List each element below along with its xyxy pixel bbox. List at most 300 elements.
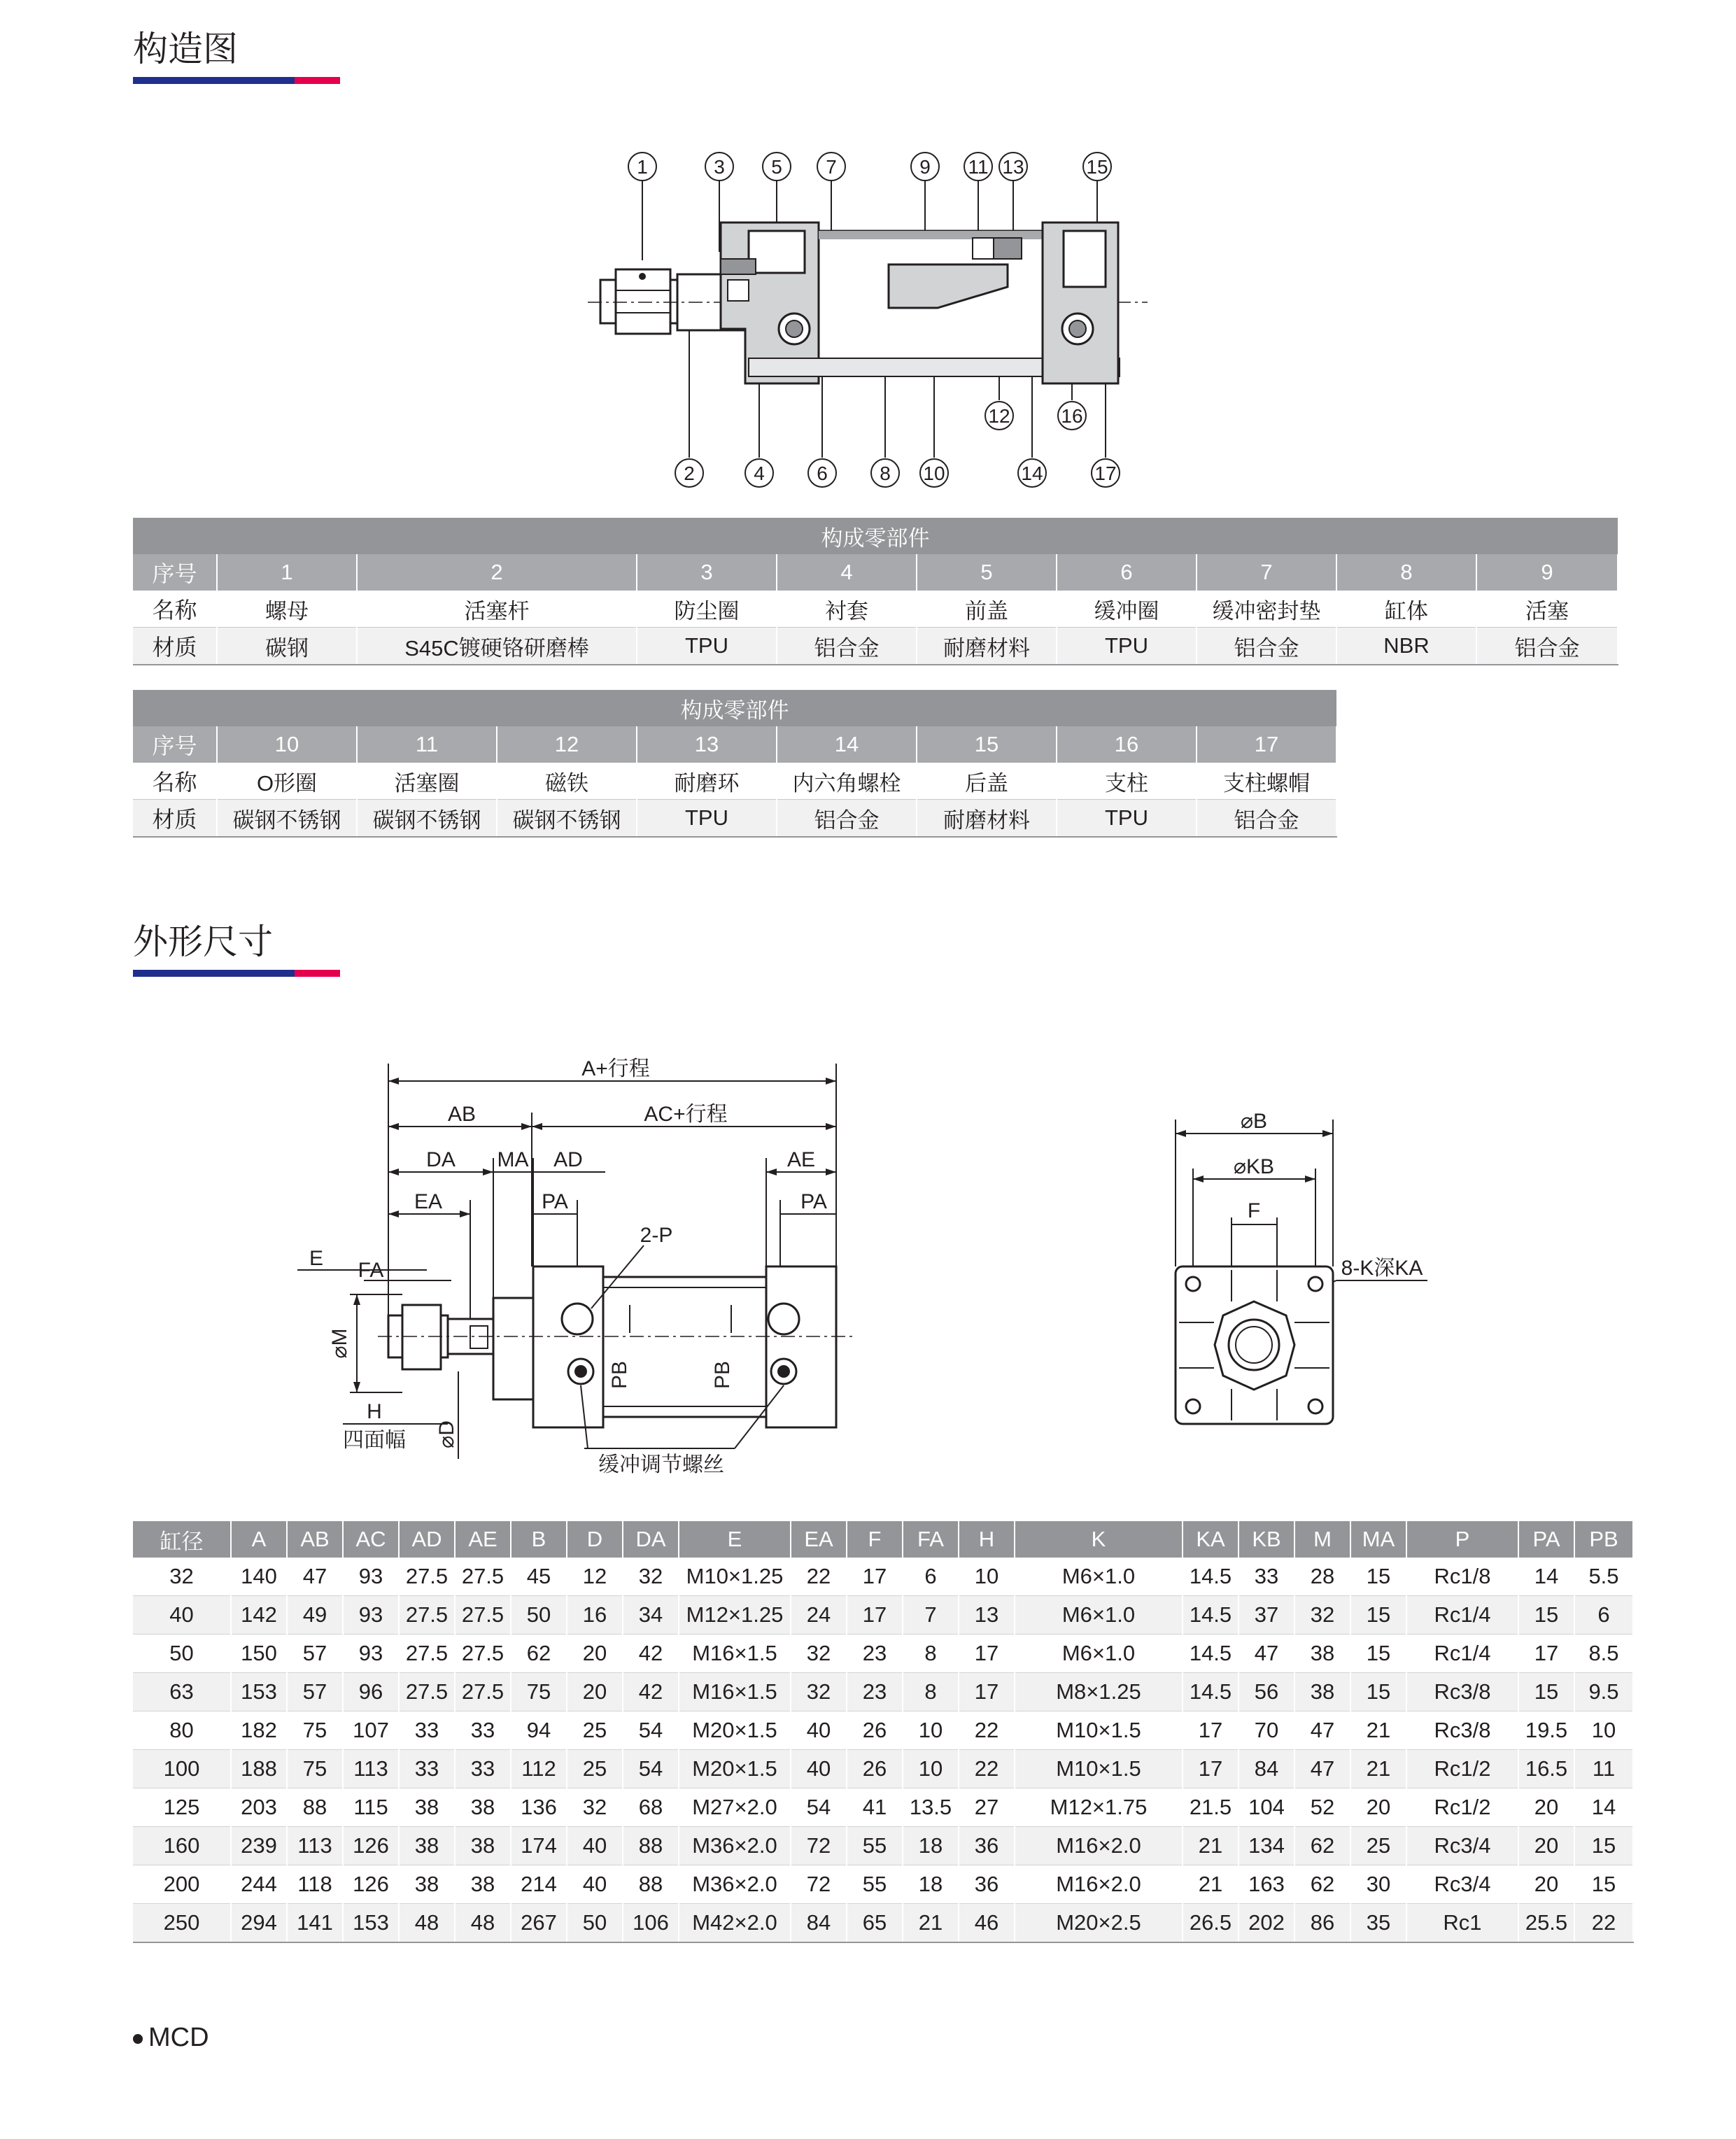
table-cell: 203 [231,1788,287,1827]
table-cell: 126 [343,1865,399,1904]
part-name: 支柱螺帽 [1197,763,1336,800]
part-name: 磁铁 [497,763,637,800]
table-cell: 27.5 [455,1596,511,1635]
part-number: 8 [1336,554,1476,591]
label-ma: MA [497,1148,529,1171]
table-cell: 9.5 [1574,1673,1633,1711]
table-cell: 8 [903,1635,959,1673]
table-cell: 32 [1294,1596,1350,1635]
table-cell: 21 [903,1904,959,1943]
callout-4: 4 [754,463,765,484]
table-cell: 62 [1294,1865,1350,1904]
table-cell: 15 [1350,1635,1406,1673]
part-number: 10 [217,726,357,763]
column-header: M [1294,1521,1350,1558]
table-cell: 27.5 [455,1673,511,1711]
part-name: 活塞 [1476,591,1618,628]
table-cell: 27.5 [399,1596,455,1635]
table-cell: 86 [1294,1904,1350,1943]
table-cell: 12 [567,1558,623,1596]
table-cell: 54 [623,1750,679,1788]
parts-table-1-title: 构成零部件 [133,518,1618,554]
part-name: 衬套 [777,591,917,628]
part-number: 6 [1057,554,1197,591]
table-cell: 72 [791,1827,847,1865]
table-cell: 40 [791,1711,847,1750]
column-header: AC [343,1521,399,1558]
table-cell: 75 [287,1711,343,1750]
table-cell: 38 [1294,1673,1350,1711]
table-cell: 10 [903,1711,959,1750]
callout-6: 6 [817,463,828,484]
dimensions-title-underline [133,970,340,977]
label-f: F [1247,1199,1261,1222]
table-cell: 163 [1239,1865,1294,1904]
column-header: 缸径 [133,1521,231,1558]
table-cell: 41 [847,1788,903,1827]
part-material: 碳钢不锈钢 [217,800,357,838]
table-cell: 21 [1183,1865,1239,1904]
table-cell: 5.5 [1574,1558,1633,1596]
table-cell: 38 [455,1827,511,1865]
table-cell: 21.5 [1183,1788,1239,1827]
table-cell: 57 [287,1635,343,1673]
table-cell: 40 [133,1596,231,1635]
table-cell: 24 [791,1596,847,1635]
table-cell: 21 [1350,1711,1406,1750]
table-cell: 6 [1574,1596,1633,1635]
part-number: 12 [497,726,637,763]
column-header: KA [1183,1521,1239,1558]
parts-table-1 [133,518,1618,665]
column-header: DA [623,1521,679,1558]
table-cell: 13.5 [903,1788,959,1827]
parts-table-2 [133,690,1337,838]
table-cell: Rc1 [1406,1904,1518,1943]
table-cell: 134 [1239,1827,1294,1865]
part-name: 缸体 [1336,591,1476,628]
table-row [133,1865,1633,1904]
table-cell: 20 [567,1635,623,1673]
table-cell: M20×2.5 [1015,1904,1183,1943]
label-da: DA [426,1148,456,1171]
column-header: PA [1518,1521,1574,1558]
table-cell: 118 [287,1865,343,1904]
callout-10: 10 [923,463,945,484]
table-cell: 32 [567,1788,623,1827]
table-cell: 52 [1294,1788,1350,1827]
table-cell: 26.5 [1183,1904,1239,1943]
table-cell: 42 [623,1635,679,1673]
table-cell: 17 [1518,1635,1574,1673]
table-cell: 113 [343,1750,399,1788]
table-cell: 55 [847,1827,903,1865]
table-cell: 6 [903,1558,959,1596]
table-cell: 37 [1239,1596,1294,1635]
dimensions-section-title: 外形尺寸 [133,922,273,961]
table-cell: 11 [1574,1750,1633,1788]
table-cell: Rc1/2 [1406,1788,1518,1827]
table-cell: 27.5 [399,1673,455,1711]
dimension-table [133,1521,1634,1943]
table-cell: M20×1.5 [679,1750,791,1788]
table-cell: M12×1.25 [679,1596,791,1635]
table-cell: 15 [1518,1673,1574,1711]
column-header: PB [1574,1521,1633,1558]
table-cell: 55 [847,1865,903,1904]
table-cell: 20 [1518,1827,1574,1865]
side-view-dimension-drawing [280,1036,882,1483]
column-header: P [1406,1521,1518,1558]
table-cell: 14 [1518,1558,1574,1596]
table-cell: Rc3/8 [1406,1673,1518,1711]
table-cell: 27.5 [455,1635,511,1673]
table-cell: 244 [231,1865,287,1904]
row-label-name: 名称 [133,591,217,628]
part-name: 内六角螺栓 [777,763,917,800]
callout-8: 8 [880,463,891,484]
table-cell: M36×2.0 [679,1865,791,1904]
table-row [133,1596,1633,1635]
part-material: 碳钢 [217,628,357,665]
table-cell: 38 [455,1865,511,1904]
table-cell: 142 [231,1596,287,1635]
table-cell: M16×1.5 [679,1635,791,1673]
callout-16: 16 [1061,405,1083,427]
table-cell: 214 [511,1865,567,1904]
callout-5: 5 [771,156,782,178]
table-cell: 36 [959,1827,1015,1865]
table-cell: Rc3/4 [1406,1827,1518,1865]
column-header: AD [399,1521,455,1558]
table-cell: 33 [455,1711,511,1750]
table-cell: 15 [1574,1865,1633,1904]
part-name: 后盖 [917,763,1057,800]
table-cell: 23 [847,1673,903,1711]
label-k-depth: 8-K深KA [1341,1257,1423,1280]
table-cell: 32 [133,1558,231,1596]
callout-1: 1 [637,156,648,178]
table-cell: 47 [287,1558,343,1596]
table-cell: 88 [287,1788,343,1827]
label-m: ⌀M [328,1328,351,1359]
table-cell: 15 [1350,1558,1406,1596]
table-row [133,1904,1633,1943]
table-cell: M6×1.0 [1015,1558,1183,1596]
table-cell: 94 [511,1711,567,1750]
column-header: MA [1350,1521,1406,1558]
label-d: ⌀D [435,1420,458,1448]
callout-9: 9 [919,156,931,178]
table-row [133,1788,1633,1827]
row-label-number: 序号 [133,726,217,763]
table-cell: 49 [287,1596,343,1635]
table-cell: 20 [1350,1788,1406,1827]
table-cell: Rc1/4 [1406,1596,1518,1635]
table-cell: 33 [399,1750,455,1788]
table-cell: M36×2.0 [679,1827,791,1865]
label-2p: 2-P [640,1224,673,1247]
table-cell: 18 [903,1865,959,1904]
table-cell: 13 [959,1596,1015,1635]
table-cell: 46 [959,1904,1015,1943]
row-label-material: 材质 [133,628,217,665]
label-kb: ⌀KB [1233,1155,1275,1178]
table-cell: 72 [791,1865,847,1904]
column-header: F [847,1521,903,1558]
table-cell: 65 [847,1904,903,1943]
part-material: TPU [1057,800,1197,838]
part-material: TPU [1057,628,1197,665]
table-cell: 14.5 [1183,1635,1239,1673]
table-cell: 126 [343,1827,399,1865]
column-header: AE [455,1521,511,1558]
table-cell: 93 [343,1596,399,1635]
table-cell: 16.5 [1518,1750,1574,1788]
footer-label [133,2022,209,2053]
table-cell: 75 [287,1750,343,1788]
column-header: E [679,1521,791,1558]
part-name: 耐磨环 [637,763,777,800]
table-cell: 62 [511,1635,567,1673]
table-cell: 26 [847,1750,903,1788]
part-material: 铝合金 [1476,628,1618,665]
table-cell: M10×1.5 [1015,1750,1183,1788]
table-cell: M8×1.25 [1015,1673,1183,1711]
callout-17: 17 [1094,463,1117,484]
table-cell: 45 [511,1558,567,1596]
table-cell: 100 [133,1750,231,1788]
table-cell: 20 [567,1673,623,1711]
table-cell: 27.5 [455,1558,511,1596]
table-row [133,1711,1633,1750]
table-cell: 153 [231,1673,287,1711]
table-cell: Rc3/4 [1406,1865,1518,1904]
table-cell: 15 [1518,1596,1574,1635]
table-cell: 8 [903,1673,959,1711]
table-cell: 22 [959,1750,1015,1788]
table-row [133,1558,1633,1596]
table-cell: 42 [623,1673,679,1711]
table-cell: M16×1.5 [679,1673,791,1711]
table-cell: 38 [1294,1635,1350,1673]
table-cell: M6×1.0 [1015,1635,1183,1673]
callout-7: 7 [826,156,837,178]
table-cell: 15 [1574,1827,1633,1865]
label-ac-stroke: AC+行程 [644,1103,728,1126]
table-cell: 93 [343,1635,399,1673]
table-cell: 115 [343,1788,399,1827]
table-cell: 17 [847,1558,903,1596]
table-row [133,1827,1633,1865]
table-cell: 47 [1239,1635,1294,1673]
table-cell: 140 [231,1558,287,1596]
label-cushion-screw: 缓冲调节螺丝 [598,1453,724,1476]
part-material: 铝合金 [1197,800,1336,838]
table-cell: 23 [847,1635,903,1673]
part-material: NBR [1336,628,1476,665]
column-header: D [567,1521,623,1558]
table-cell: M42×2.0 [679,1904,791,1943]
table-cell: M6×1.0 [1015,1596,1183,1635]
part-number: 11 [357,726,497,763]
label-b: ⌀B [1240,1110,1268,1133]
table-cell: 19.5 [1518,1711,1574,1750]
label-pa-right: PA [800,1190,827,1213]
table-cell: 160 [133,1827,231,1865]
part-number: 13 [637,726,777,763]
table-cell: 10 [1574,1711,1633,1750]
table-cell: 22 [791,1558,847,1596]
part-name: O形圈 [217,763,357,800]
end-view-dimension-drawing [1148,1106,1469,1441]
table-cell: 8.5 [1574,1635,1633,1673]
table-cell: 202 [1239,1904,1294,1943]
table-cell: 50 [511,1596,567,1635]
table-cell: 294 [231,1904,287,1943]
table-cell: 32 [791,1635,847,1673]
table-cell: M12×1.75 [1015,1788,1183,1827]
table-cell: 34 [623,1596,679,1635]
part-name: 活塞圈 [357,763,497,800]
table-cell: 33 [455,1750,511,1788]
table-cell: 38 [455,1788,511,1827]
table-cell: 56 [1239,1673,1294,1711]
table-cell: 267 [511,1904,567,1943]
table-cell: 25 [1350,1827,1406,1865]
table-cell: 10 [903,1750,959,1788]
table-cell: 35 [1350,1904,1406,1943]
table-cell: 239 [231,1827,287,1865]
column-header: B [511,1521,567,1558]
table-cell: 136 [511,1788,567,1827]
table-cell: 84 [1239,1750,1294,1788]
column-header: A [231,1521,287,1558]
table-cell: 47 [1294,1711,1350,1750]
callout-12: 12 [988,405,1010,427]
part-number: 3 [637,554,777,591]
table-cell: Rc1/2 [1406,1750,1518,1788]
part-number: 4 [777,554,917,591]
part-name: 支柱 [1057,763,1197,800]
table-cell: 16 [567,1596,623,1635]
table-cell: 26 [847,1711,903,1750]
part-name: 前盖 [917,591,1057,628]
table-cell: 54 [791,1788,847,1827]
table-cell: 113 [287,1827,343,1865]
table-cell: M10×1.25 [679,1558,791,1596]
part-number: 17 [1197,726,1336,763]
callout-15: 15 [1086,156,1108,178]
column-header: FA [903,1521,959,1558]
column-header: EA [791,1521,847,1558]
table-cell: M16×2.0 [1015,1827,1183,1865]
table-cell: 188 [231,1750,287,1788]
table-cell: 84 [791,1904,847,1943]
part-material: 铝合金 [777,628,917,665]
callout-2: 2 [684,463,695,484]
table-cell: 22 [1574,1904,1633,1943]
row-label-number: 序号 [133,554,217,591]
table-cell: 15 [1350,1596,1406,1635]
row-label-material: 材质 [133,800,217,838]
table-cell: 14 [1574,1788,1633,1827]
table-cell: 17 [1183,1750,1239,1788]
table-cell: 28 [1294,1558,1350,1596]
part-material: 耐磨材料 [917,800,1057,838]
table-row [133,1750,1633,1788]
table-cell: 14.5 [1183,1596,1239,1635]
part-number: 16 [1057,726,1197,763]
table-cell: 10 [959,1558,1015,1596]
column-header: AB [287,1521,343,1558]
label-e: E [309,1247,324,1270]
table-cell: 27 [959,1788,1015,1827]
callout-3: 3 [714,156,725,178]
table-cell: 48 [455,1904,511,1943]
part-material: 耐磨材料 [917,628,1057,665]
table-cell: 112 [511,1750,567,1788]
table-cell: 125 [133,1788,231,1827]
label-fa: FA [358,1259,384,1282]
table-cell: 32 [623,1558,679,1596]
structure-section-title: 构造图 [133,29,238,69]
table-cell: 141 [287,1904,343,1943]
column-header: K [1015,1521,1183,1558]
table-cell: 93 [343,1558,399,1596]
table-cell: 25 [567,1711,623,1750]
table-cell: M27×2.0 [679,1788,791,1827]
table-cell: 38 [399,1788,455,1827]
structure-title-underline [133,77,340,84]
label-h: H [367,1400,382,1423]
column-header: H [959,1521,1015,1558]
table-cell: 104 [1239,1788,1294,1827]
part-number: 2 [357,554,637,591]
row-label-name: 名称 [133,763,217,800]
part-name: 活塞杆 [357,591,637,628]
label-pb-right: PB [711,1360,734,1390]
table-cell: 48 [399,1904,455,1943]
table-cell: 32 [791,1673,847,1711]
part-number: 7 [1197,554,1336,591]
table-row [133,1673,1633,1711]
part-material: 铝合金 [1197,628,1336,665]
part-material: TPU [637,628,777,665]
table-cell: 30 [1350,1865,1406,1904]
part-material: TPU [637,800,777,838]
table-cell: 17 [959,1635,1015,1673]
table-cell: M16×2.0 [1015,1865,1183,1904]
table-cell: 150 [231,1635,287,1673]
table-cell: 50 [567,1904,623,1943]
table-cell: Rc3/8 [1406,1711,1518,1750]
table-cell: 33 [1239,1558,1294,1596]
table-cell: 20 [1518,1788,1574,1827]
table-cell: 75 [511,1673,567,1711]
table-cell: 88 [623,1865,679,1904]
label-ad: AD [553,1148,583,1171]
table-cell: 62 [1294,1827,1350,1865]
table-cell: 70 [1239,1711,1294,1750]
table-cell: 17 [847,1596,903,1635]
table-cell: 54 [623,1711,679,1750]
table-cell: 80 [133,1711,231,1750]
footer-text: MCD [148,2023,209,2052]
part-number: 14 [777,726,917,763]
parts-table-2-title: 构成零部件 [133,690,1336,726]
table-cell: 40 [567,1827,623,1865]
